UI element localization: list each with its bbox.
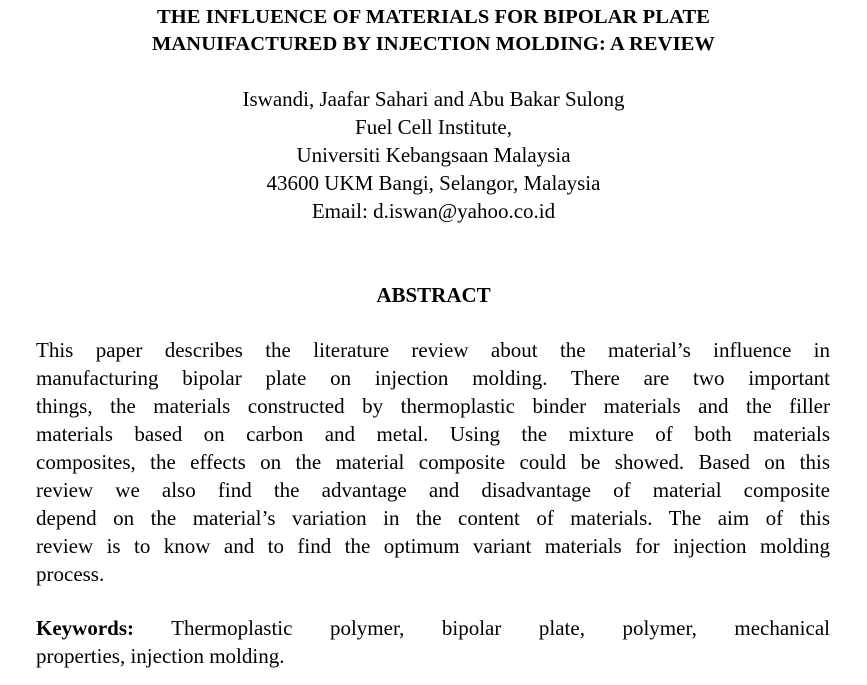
abstract-line: depend on the material’s variation in the content of materials. The aim of this: [36, 506, 830, 530]
abstract-line: composites, the effects on the material composite could be showed. Based on this: [36, 450, 830, 474]
author-university: Universiti Kebangsaan Malaysia: [296, 143, 571, 167]
abstract-line: materials based on carbon and metal. Using the mixture of both materials: [36, 422, 830, 446]
abstract-line: process.: [36, 562, 105, 586]
abstract-line: This paper describes the literature review about the material’s influence in: [36, 338, 830, 362]
keywords-line-1: [36, 614, 830, 642]
author-address: 43600 UKM Bangi, Selangor, Malaysia: [266, 171, 601, 195]
title-line-2: MANUIFACTURED BY INJECTION MOLDING: A REVIEW: [151, 33, 716, 55]
author-institute: Fuel Cell Institute,: [355, 115, 512, 139]
abstract-line: things, the materials constructed by thermoplastic binder materials and the filler: [36, 394, 830, 418]
author-names: Iswandi, Jaafar Sahari and Abu Bakar Sulong: [242, 87, 625, 111]
abstract-body: [36, 336, 830, 588]
author-email: Email: d.iswan@yahoo.co.id: [311, 199, 556, 223]
abstract-line: review is to know and to find the optimum variant materials for injection molding: [36, 534, 830, 558]
keywords-label: Keywords:: [36, 616, 134, 640]
keywords-text-1: Thermoplastic polymer, bipolar plate, polymer, mechanical: [134, 616, 830, 640]
paper-title: [0, 4, 867, 58]
author-block: [0, 85, 867, 225]
abstract-line: review we also find the advantage and disadvantage of material composite: [36, 478, 830, 502]
keywords-block: [36, 614, 830, 670]
keywords-line-2: properties, injection molding.: [36, 644, 285, 668]
title-line-1: THE INFLUENCE OF MATERIALS FOR BIPOLAR PLATE: [156, 6, 711, 28]
abstract-line: manufacturing bipolar plate on injection molding. There are two important: [36, 366, 830, 390]
abstract-heading: ABSTRACT: [376, 283, 491, 307]
